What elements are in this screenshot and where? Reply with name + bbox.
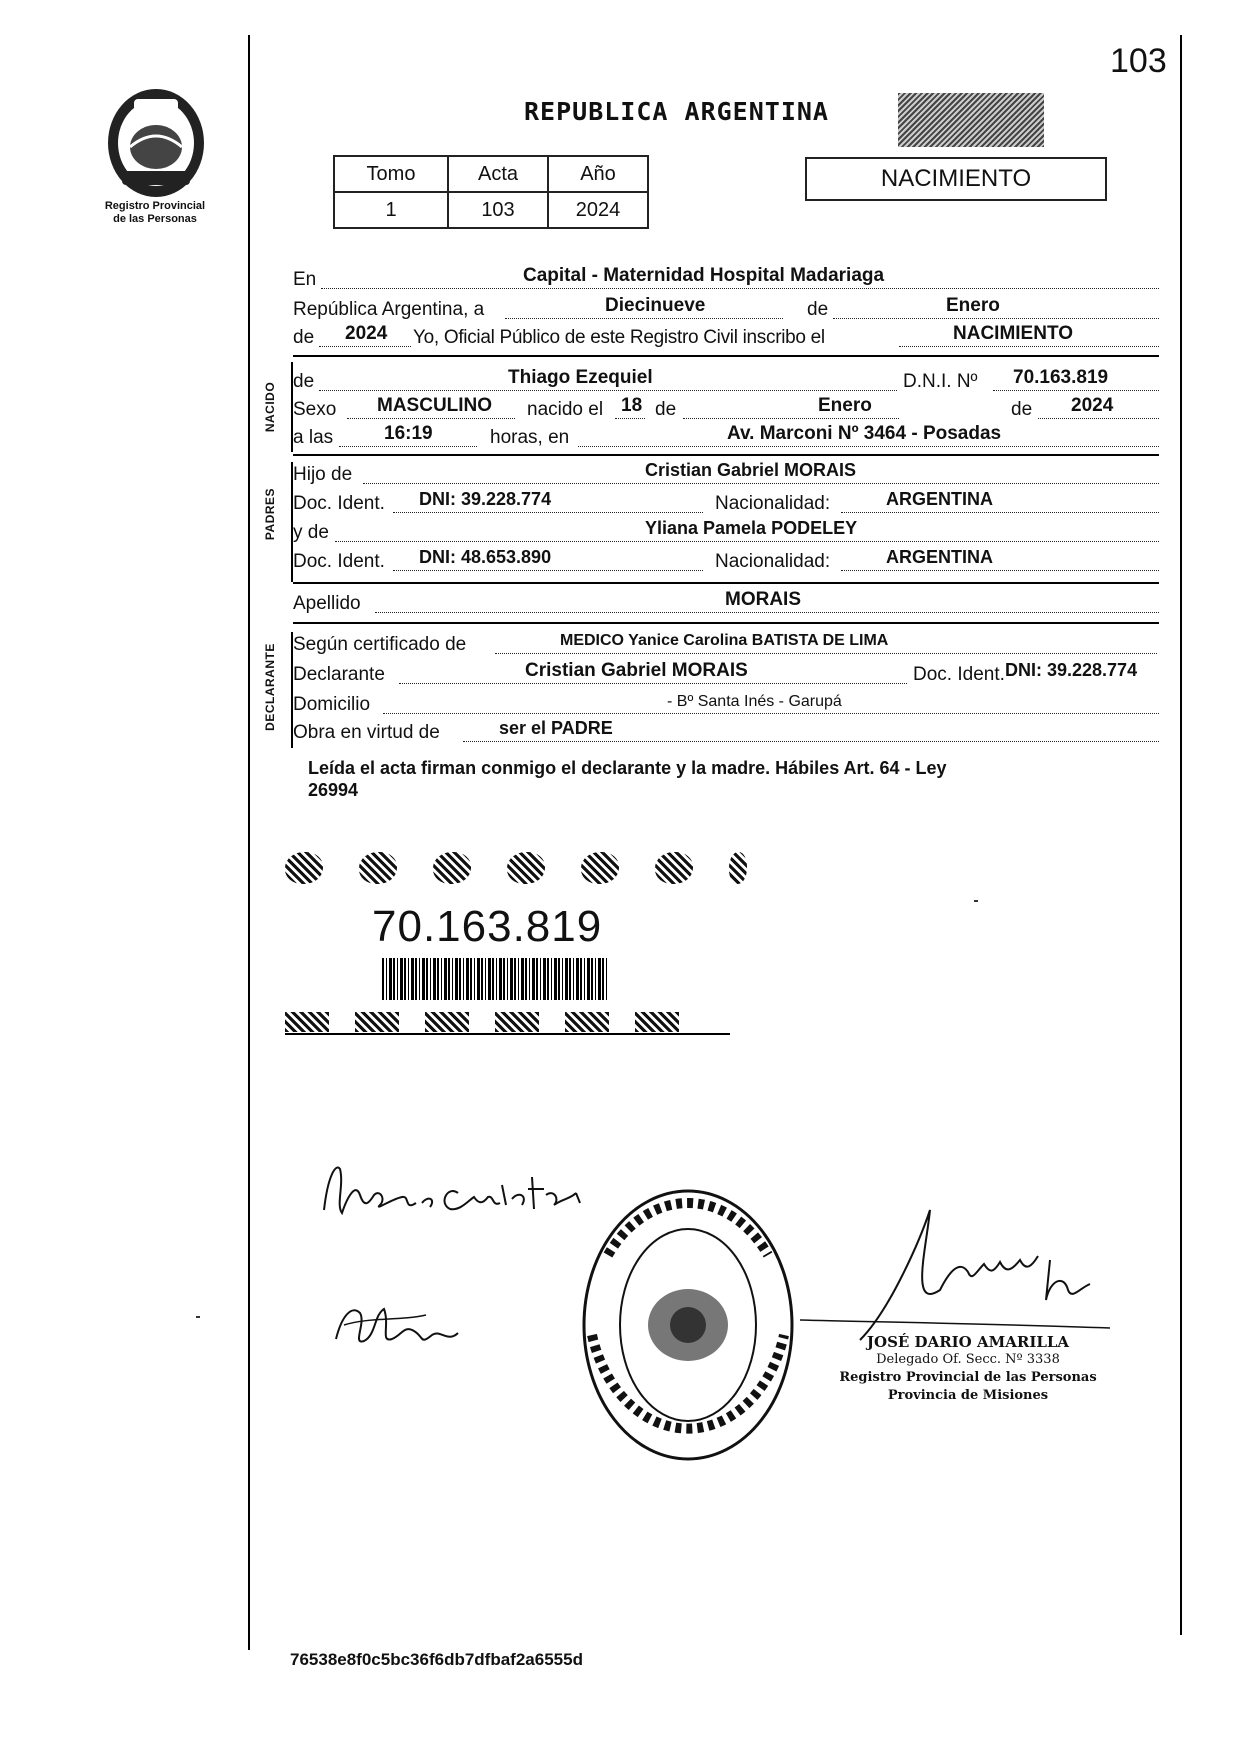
mother-doc-value: DNI: 48.653.890 [419, 547, 552, 567]
r-mark-icon [581, 852, 619, 884]
declarant-name-value: Cristian Gabriel MORAIS [525, 660, 748, 681]
nacido-row-3: a las 16:19 horas, en Av. Marconi Nº 3464 - Posadas [293, 423, 1159, 451]
intro-row-2: República Argentina, a Diecinueve de Enero [293, 295, 1159, 323]
nacido-row-2: Sexo MASCULINO nacido el 18 de Enero de 2024 [293, 395, 1159, 423]
declarante-row-3: Domicilio - Bº Santa Inés - Garupá [293, 690, 1159, 718]
obra-value: ser el PADRE [499, 718, 613, 738]
nacido-row-1: de Thiago Ezequiel D.N.I. Nº 70.163.819 [293, 367, 1159, 395]
birth-year-value: 2024 [1071, 395, 1114, 416]
sexo-value: MASCULINO [377, 395, 493, 416]
birth-location-value: Av. Marconi Nº 3464 - Posadas [727, 423, 1002, 444]
acta-header: Acta [448, 156, 548, 192]
declarant-doc-value: DNI: 39.228.774 [1005, 660, 1138, 680]
place-value: Capital - Maternidad Hospital Madariaga [523, 265, 885, 286]
padres-section-label: PADRES [263, 487, 277, 541]
page-number: 103 [1110, 42, 1167, 80]
padres-row-4: Doc. Ident. DNI: 48.653.890 Nacionalidad: ARGENTINA [293, 547, 1159, 575]
nacido-section-label: NACIDO [263, 381, 277, 433]
intro-row-1: En Capital - Maternidad Hospital Madariaga [293, 265, 1159, 293]
r-mark-icon [355, 1012, 399, 1032]
declarante-section-label: DECLARANTE [263, 643, 277, 731]
act-value: NACIMIENTO [953, 323, 1073, 344]
father-doc-value: DNI: 39.228.774 [419, 489, 552, 509]
misiones-shield-icon [100, 85, 212, 200]
r-mark-icon [285, 852, 323, 884]
year-value: 2024 [345, 323, 388, 344]
r-mark-icon [565, 1012, 609, 1032]
r-mark-icon [655, 852, 693, 884]
r-mark-icon [359, 852, 397, 884]
divider-1 [293, 355, 1159, 357]
anio-value: 2024 [548, 192, 648, 228]
divider-4 [293, 622, 1159, 624]
padres-row-3: y de Yliana Pamela PODELEY [293, 518, 1159, 546]
official-seal [578, 1185, 798, 1465]
act-type-label: NACIMIENTO [880, 165, 1032, 192]
security-marks-top [285, 852, 783, 889]
left-margin-line [248, 35, 250, 1650]
mother-signature [330, 1295, 470, 1355]
act-type-box [805, 157, 1107, 201]
footer-hash: 76538e8f0c5bc36f6db7dfbaf2a6555d [290, 1650, 583, 1669]
security-stamp [898, 93, 1044, 147]
apellido-row: Apellido MORAIS [293, 589, 1159, 617]
r-mark-icon [495, 1012, 539, 1032]
child-name-value: Thiago Ezequiel [508, 367, 653, 388]
country-title: REPUBLICA ARGENTINA [524, 97, 829, 126]
official-stamp [818, 1333, 1118, 1405]
official-role: Delegado Of. Secc. Nº 3338 [876, 1352, 1060, 1367]
official-signature [800, 1200, 1120, 1350]
padres-row-1: Hijo de Cristian Gabriel MORAIS [293, 460, 1159, 488]
divider-2 [293, 454, 1159, 456]
mother-nationality-value: ARGENTINA [886, 547, 993, 567]
right-margin-line [1180, 35, 1182, 1635]
father-name-value: Cristian Gabriel MORAIS [645, 460, 857, 480]
divider-3 [293, 582, 1159, 584]
birth-day-value: 18 [621, 395, 643, 416]
domicile-value: - Bº Santa Inés - Garupá [667, 693, 842, 710]
birth-time-value: 16:19 [384, 423, 433, 444]
tomo-header: Tomo [334, 156, 448, 192]
official-province: Provincia de Misiones [887, 1388, 1049, 1403]
day-words-value: Diecinueve [605, 295, 706, 316]
intro-row-3: de 2024 Yo, Oficial Público de este Registro Civil inscribo el NACIMIENTO [293, 323, 1159, 351]
r-mark-icon [507, 852, 545, 884]
month-value: Enero [946, 295, 1000, 316]
marks-underline [285, 1033, 730, 1035]
certificate-value: MEDICO Yanice Carolina BATISTA DE LIMA [560, 632, 889, 649]
barcode-number: 70.163.819 [372, 902, 603, 951]
mother-name-value: Yliana Pamela PODELEY [645, 518, 858, 538]
r-mark-icon [729, 852, 747, 884]
declarante-row-2: Declarante Cristian Gabriel MORAIS Doc. Ident. DNI: 39.228.774 [293, 660, 1138, 685]
official-office: Registro Provincial de las Personas [839, 1370, 1097, 1385]
acta-value: 103 [448, 192, 548, 228]
father-nationality-value: ARGENTINA [886, 489, 993, 509]
anio-header: Año [548, 156, 648, 192]
logo-caption: Registro Provincial de las Personas [104, 200, 206, 225]
province-logo [100, 85, 212, 200]
declarante-row-1: Según certificado de MEDICO Yanice Carolina BATISTA DE LIMA [293, 630, 1159, 658]
birth-month-value: Enero [818, 395, 872, 416]
closing-text: Leída el acta firman conmigo el declarante y la madre. Hábiles Art. 64 - Ley 26994 [308, 758, 947, 800]
tomo-value: 1 [334, 192, 448, 228]
declarante-row-4: Obra en virtud de ser el PADRE [293, 718, 1159, 746]
child-dni-value: 70.163.819 [1013, 367, 1109, 388]
r-mark-icon [433, 852, 471, 884]
r-mark-icon [425, 1012, 469, 1032]
declarant-signature [318, 1155, 598, 1225]
apellido-value: MORAIS [725, 589, 801, 610]
barcode [382, 958, 608, 1000]
registry-table [333, 155, 649, 229]
padres-row-2: Doc. Ident. DNI: 39.228.774 Nacionalidad: ARGENTINA [293, 489, 1159, 517]
r-mark-icon [635, 1012, 679, 1032]
r-mark-icon [285, 1012, 329, 1032]
official-name: JOSÉ DARIO AMARILLA [866, 1333, 1070, 1351]
